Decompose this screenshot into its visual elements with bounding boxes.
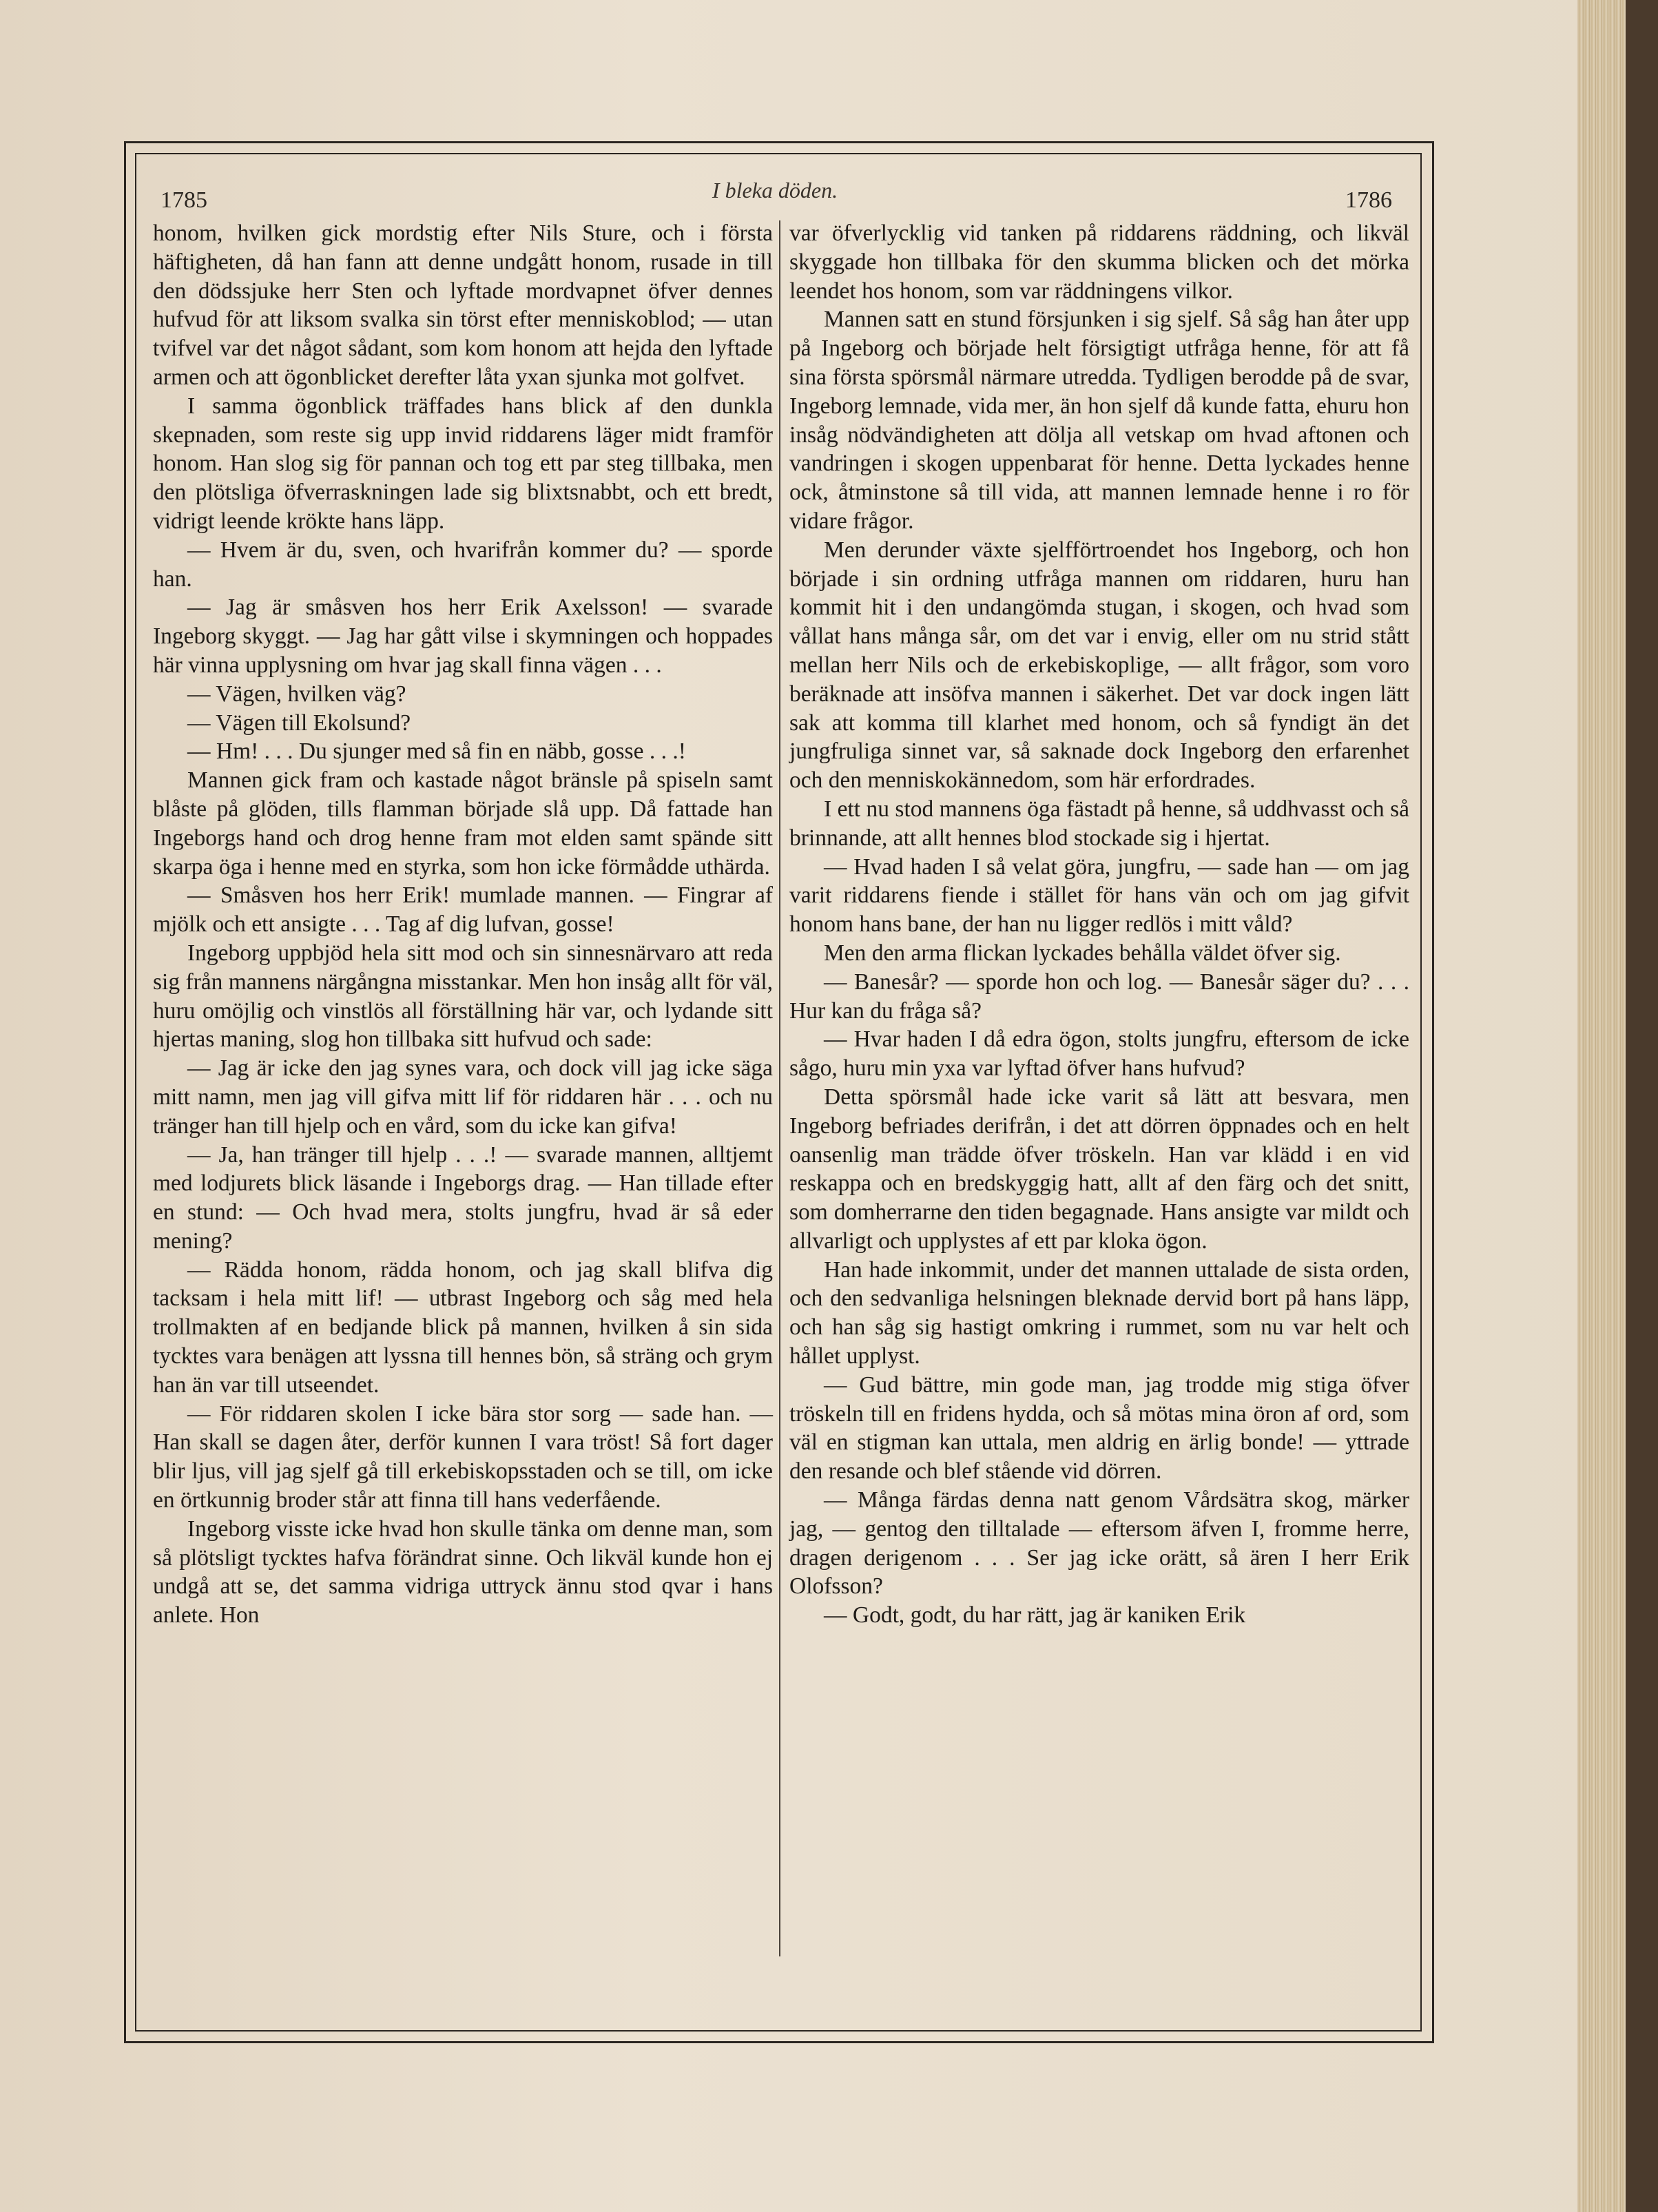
paragraph: I samma ögonblick träffades hans blick af den dunkla skepnaden, som reste sig upp invid riddarens läger midt framför honom. Han slog sig för pannan och tog ett par steg tillbaka, men den plötsliga öfverraskningen lade sig blixtsnabbt, och ett bredt, vidrigt leende krökte hans läpp.: [153, 393, 773, 534]
paragraph: Mannen gick fram och kastade något bränsle på spiseln samt blåste på glöden, tills flamman började slå upp. Då fattade han Ingeborgs hand och drog henne fram mot elden samt spände sitt skarpa öga i henne med en styrka, som hon icke förmådde uthärda.: [153, 767, 773, 880]
column-divider: [779, 220, 780, 1956]
paragraph: Ingeborg visste icke hvad hon skulle tänka om denne man, som så plötsligt tycktes hafva förändrat sinne. Och likväl kunde hon ej undgå att se, det samma vidriga uttryck ännu stod qvar i hans anlete. Hon: [153, 1516, 773, 1629]
book-spine: [1626, 0, 1658, 2212]
paragraph: — Rädda honom, rädda honom, och jag skall blifva dig tacksam i hela mitt lif! — utbrast Ingeborg och såg med hela trollmakten af en bedjande blick på mannen, hvilken å sin sida tycktes vara benägen att lyssna till hennes bön, så sträng och grym han än var till utseendet.: [153, 1257, 773, 1398]
paragraph: — Hm! . . . Du sjunger med så fin en näbb, gosse . . .!: [187, 738, 686, 765]
paragraph: — Många färdas denna natt genom Vårdsätra skog, märker jag, — gentog den tilltalade — eftersom äfven I, fromme herre, dragen derigenom . . . Ser jag icke orätt, så ären I herr Erik Olofsson?: [789, 1487, 1409, 1600]
paragraph: I ett nu stod mannens öga fästadt på henne, så uddhvasst och så brinnande, att allt hennes blod stockade sig i hjertat.: [789, 796, 1409, 851]
paragraph: — Godt, godt, du har rätt, jag är kaniken Erik: [824, 1602, 1246, 1629]
paragraph: — Hvad haden I så velat göra, jungfru, — sade han — om jag varit riddarens fiende i stället för hans vän och om jag gifvit honom hans bane, der han nu ligger redlös i mitt våld?: [789, 854, 1409, 938]
paragraph: Mannen satt en stund försjunken i sig sjelf. Så såg han åter upp på Ingeborg och började helt försigtigt utfråga henne, för att få sina första spörsmål närmare utredda. Tydligen berodde på de svar, Ingeborg lemnade, vida mer, än hon sjelf då kunde fatta, ehuru hon insåg nödvändigheten att dölja all vetskap om hvad aftonen och vandringen i skogen uppenbarat för henne. Detta lyckades henne ock, åtminstone så till vida, att mannen lemnade henne i ro för vidare frågor.: [789, 307, 1409, 534]
paragraph: Men den arma flickan lyckades behålla väldet öfver sig.: [824, 940, 1341, 966]
running-title: I bleka döden.: [712, 178, 838, 203]
paragraph: — Banesår? — sporde hon och log. — Banesår säger du? . . . Hur kan du fråga så?: [789, 969, 1409, 1024]
left-column: [153, 219, 773, 1630]
paragraph: Han hade inkommit, under det mannen uttalade de sista orden, och den sedvanliga helsningen bleknade dervid bort på hans läpp, och han såg sig hastigt omkring i rummet, som nu var helt och hållet upplyst.: [789, 1257, 1409, 1369]
paragraph: — Vägen till Ekolsund?: [187, 710, 411, 736]
paragraph: — Ja, han tränger till hjelp . . .! — svarade mannen, alltjemt med lodjurets blick läsande i Ingeborgs drag. — Han tillade efter en stund: — Och hvad mera, stolts jungfru, hvad är så eder mening?: [153, 1141, 773, 1254]
paragraph: — Jag är icke den jag synes vara, och dock vill jag icke säga mitt namn, men jag vill gifva mitt lif för riddaren här . . . och nu tränger han till hjelp och en vård, som du icke kan gifva!: [153, 1055, 773, 1139]
paragraph: — Jag är småsven hos herr Erik Axelsson! — svarade Ingeborg skyggt. — Jag har gått vilse i skymningen och hoppades här vinna upplysning om hvar jag skall finna vägen . . .: [153, 595, 773, 678]
paragraph: — Hvar haden I då edra ögon, stolts jungfru, eftersom de icke sågo, huru min yxa var lyftad öfver hans hufvud?: [789, 1026, 1409, 1082]
right-column: [789, 219, 1409, 1630]
paragraph: Men derunder växte sjelfförtroendet hos Ingeborg, och hon började i sin ordning utfråga mannen om riddaren, huru han kommit hit i den undangömda stugan, i skogen, och hvad som vållat hans många sår, om det var i envig, eller om nu strid stått mellan herr Nils och de erkebiskoplige, — allt frågor, som voro beräknade att insöfva mannen i säkerhet. Det var dock ingen lätt sak att komma till klarhet med honom, och så fyndigt än det jungfruliga sinnet var, så saknade dock Ingeborg den erfarenhet och den menniskokännedom, som här erfordrades.: [789, 537, 1409, 794]
paragraph: honom, hvilken gick mordstig efter Nils Sture, och i första häftigheten, då han fann att denne undgått honom, rusade in till den dödssjuke herr Sten och lyftade mordvapnet öfver dennes hufvud för att liksom svalka sin törst efter menniskoblod; — utan tvifvel var det något sådant, som kom honom att hejda den lyftade armen och att ögonblicket derefter låta yxan sjunka mot golfvet.: [153, 220, 773, 390]
paragraph: — För riddaren skolen I icke bära stor sorg — sade han. — Han skall se dagen åter, derför kunnen I vara tröst! Så fort dager blir ljus, vill jag sjelf gå till erkebiskopsstaden och se till, om icke en örtkunnig broder står att finna till hans vederfående.: [153, 1400, 773, 1513]
page-number-right: 1786: [1345, 187, 1392, 213]
paragraph: Ingeborg uppbjöd hela sitt mod och sin sinnesnärvaro att reda sig från mannens närgångna misstankar. Men hon insåg allt för väl, huru omöjlig och vinstlös all förställning här var, och lydande sitt hjertas maning, slog hon tillbaka sitt hufvud och sade:: [153, 940, 773, 1053]
paragraph: — Hvem är du, sven, och hvarifrån kommer du? — sporde han.: [153, 537, 773, 592]
paragraph: — Småsven hos herr Erik! mumlade mannen. — Fingrar af mjölk och ett ansigte . . . Tag af dig lufvan, gosse!: [153, 882, 773, 938]
paragraph: var öfverlycklig vid tanken på riddarens räddning, och likväl skyggade hon tillbaka för den skumma blicken och det mörka leendet hos honom, som var räddningens vilkor.: [789, 220, 1409, 304]
paragraph: Detta spörsmål hade icke varit så lätt att besvara, men Ingeborg befriades derifrån, i det att dörren öppnades och en helt oansenlig man trädde öfver tröskeln. Han var klädd i en vid reskappa och en bredskyggig hatt, allt af den färg och det snitt, som domherrarne den tiden begagnade. Hans ansigte var mildt och allvarligt och upplystes af ett par kloka ögon.: [789, 1084, 1409, 1254]
paragraph: — Gud bättre, min gode man, jag trodde mig stiga öfver tröskeln till en fridens hydda, och så mötas mina öron af ord, som väl en stigman kan uttala, men aldrig en ärlig bonde! — yttrade den resande och blef stående vid dörren.: [789, 1372, 1409, 1485]
paragraph: — Vägen, hvilken väg?: [187, 681, 406, 707]
page-number-left: 1785: [160, 187, 207, 213]
